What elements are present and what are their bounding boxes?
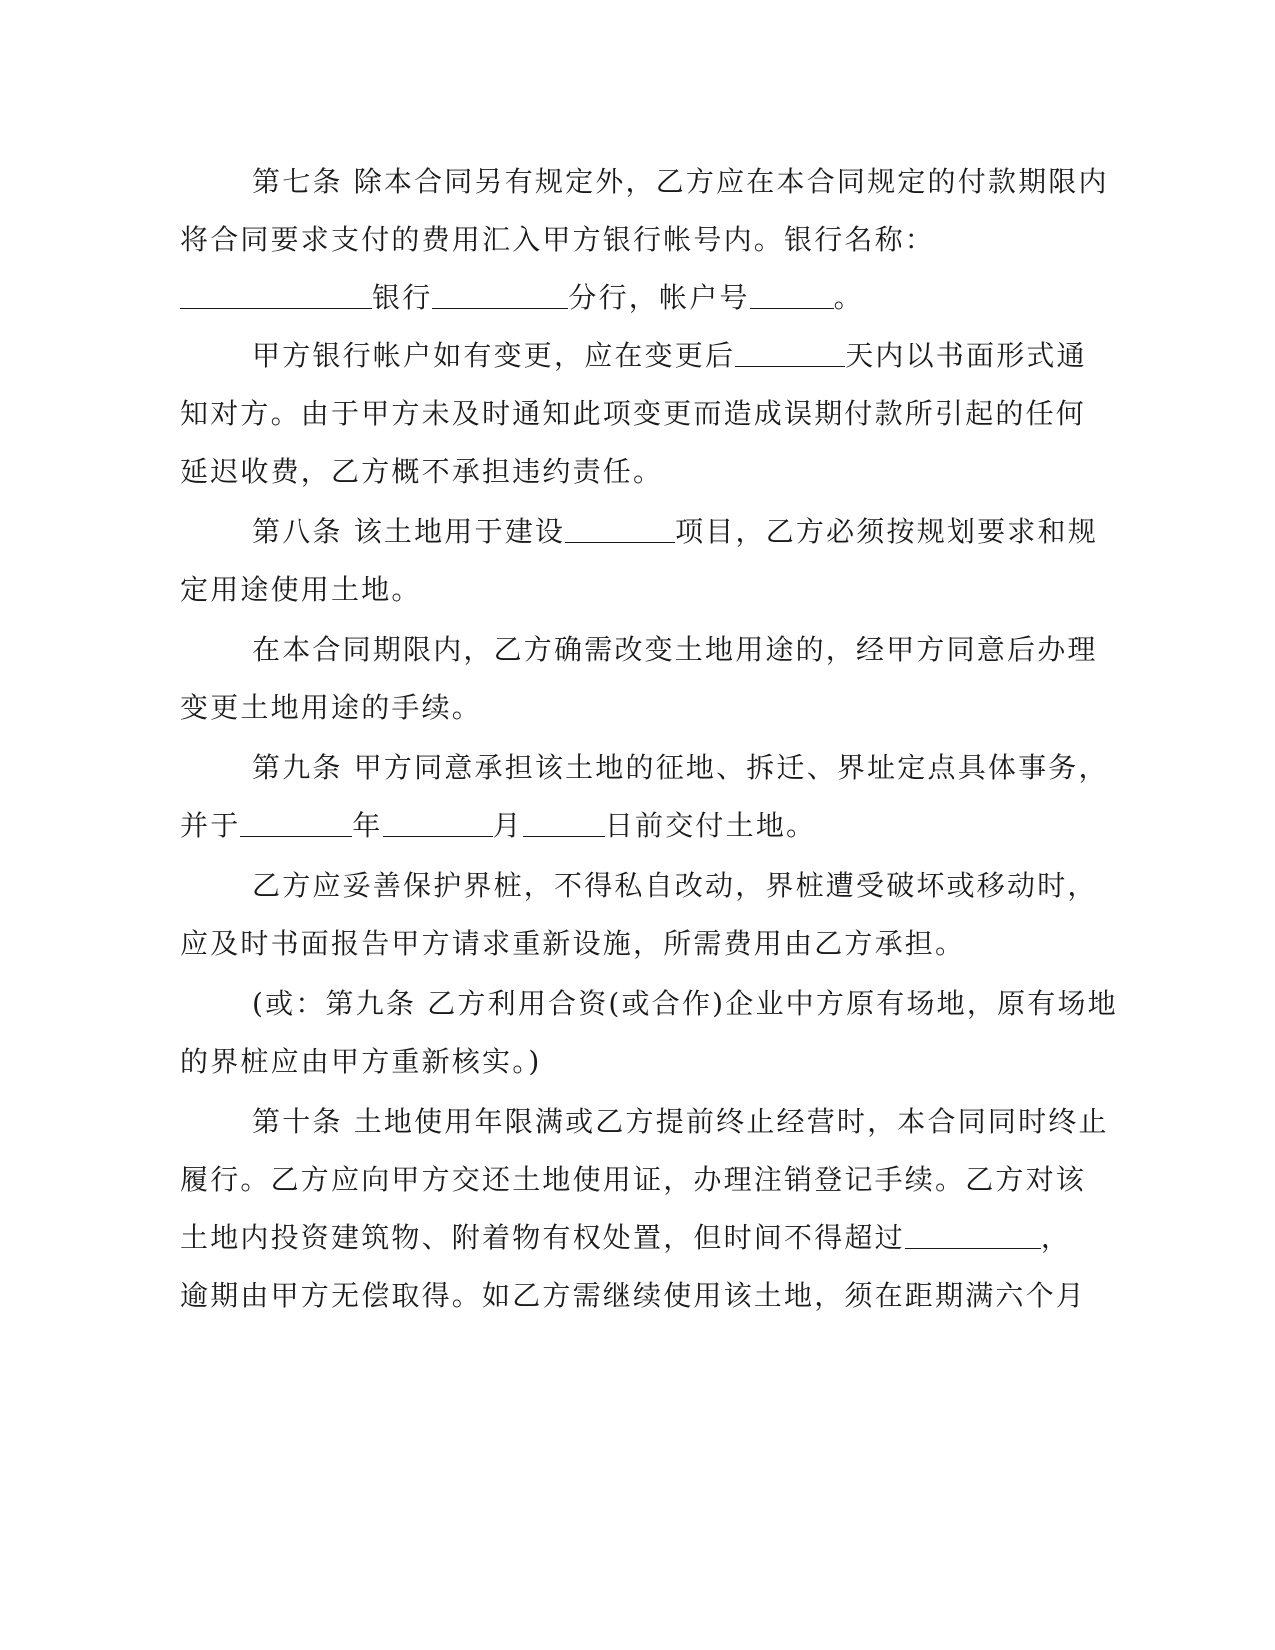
article-10-text-b: ，	[1040, 1221, 1072, 1254]
month-label: 月	[492, 809, 523, 842]
article-9-line-1: 第九条 甲方同意承担该土地的征地、拆迁、界址定点具体事务，	[252, 751, 1109, 784]
land-use-change-line-2: 变更土地用途的手续。	[180, 691, 483, 724]
article-8-line-1	[252, 512, 1098, 552]
bank-name-blank	[180, 280, 372, 309]
branch-name-blank	[432, 280, 568, 309]
bank-account-line	[180, 278, 864, 318]
article-8-text-a: 第八条 该土地用于建设	[252, 515, 566, 548]
article-10-line-4: 逾期由甲方无偿取得。如乙方需继续使用该土地，须在距期满六个月	[180, 1279, 1087, 1312]
article-7-line-1: 第七条 除本合同另有规定外，乙方应在本合同规定的付款期限内	[252, 165, 1109, 198]
bank-change-text-b: 天内以书面形式通	[845, 339, 1087, 372]
project-name-blank	[565, 514, 675, 543]
notice-days-blank	[735, 338, 845, 367]
article-10-line-1: 第十条 土地使用年限满或乙方提前终止经营时，本合同同时终止	[252, 1105, 1109, 1138]
disposal-period-blank	[905, 1220, 1041, 1249]
branch-account-label: 分行，帐户号	[568, 281, 750, 314]
bank-change-line-2: 知对方。由于甲方未及时通知此项变更而造成误期付款所引起的任何	[180, 397, 1087, 430]
bank-line-end: 。	[833, 281, 864, 314]
month-blank	[383, 808, 493, 837]
article-9-text-a: 并于	[180, 809, 241, 842]
alternative-article-9-line-1: (或：第九条 乙方利用合资(或合作)企业中方原有场地，原有场地	[252, 987, 1118, 1020]
article-9-text-b: 日前交付土地。	[604, 809, 817, 842]
account-number-blank	[750, 280, 834, 309]
article-10-text-a: 土地内投资建筑物、附着物有权处置，但时间不得超过	[180, 1221, 905, 1254]
bank-label: 银行	[372, 281, 433, 314]
article-10-line-3	[180, 1218, 1071, 1258]
year-blank	[240, 808, 352, 837]
boundary-stake-line-2: 应及时书面报告甲方请求重新设施，所需费用由乙方承担。	[180, 927, 966, 960]
day-blank	[523, 808, 605, 837]
boundary-stake-line-1: 乙方应妥善保护界桩，不得私自改动，界桩遭受破坏或移动时，	[252, 869, 1098, 902]
bank-change-line-3: 延迟收费，乙方概不承担违约责任。	[180, 455, 664, 488]
article-9-line-2	[180, 806, 816, 846]
article-10-line-2: 履行。乙方应向甲方交还土地使用证，办理注销登记手续。乙方对该	[180, 1163, 1087, 1196]
article-8-text-b: 项目，乙方必须按规划要求和规	[675, 515, 1098, 548]
bank-change-line-1	[252, 336, 1087, 376]
article-7-line-2: 将合同要求支付的费用汇入甲方银行帐号内。银行名称：	[180, 223, 936, 256]
bank-change-text-a: 甲方银行帐户如有变更，应在变更后	[252, 339, 736, 372]
article-8-line-2: 定用途使用土地。	[180, 573, 422, 606]
alternative-article-9-line-2: 的界桩应由甲方重新核实。)	[180, 1045, 542, 1078]
year-label: 年	[352, 809, 383, 842]
land-use-change-line-1: 在本合同期限内，乙方确需改变土地用途的，经甲方同意后办理	[252, 633, 1098, 666]
